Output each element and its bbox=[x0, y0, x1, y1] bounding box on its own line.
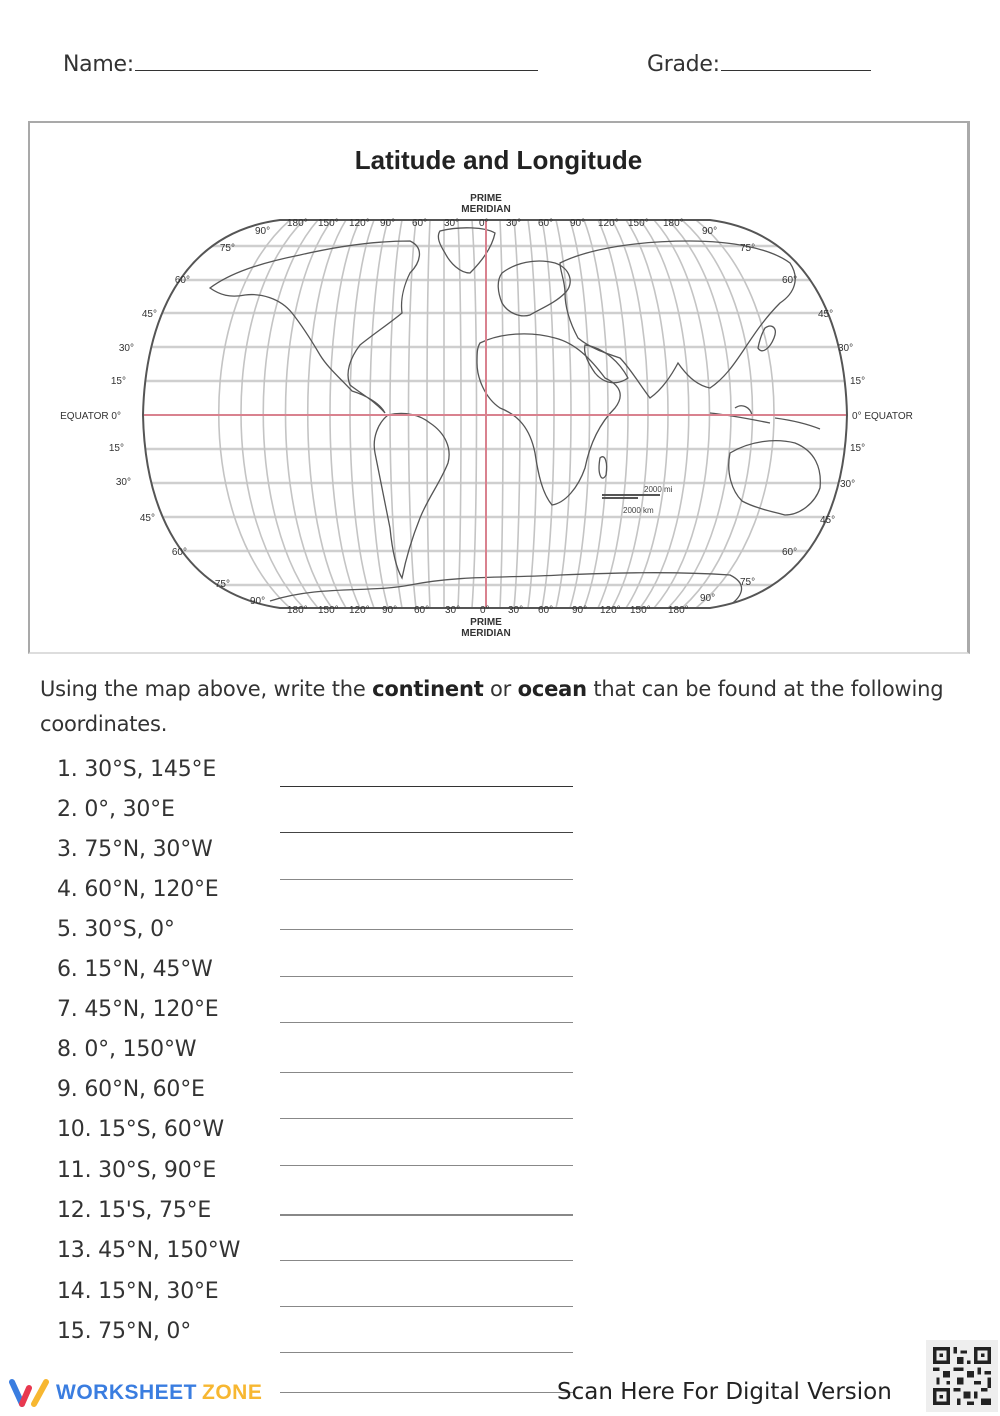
lon-top-0: 180° bbox=[287, 218, 308, 229]
name-blank-line[interactable] bbox=[135, 52, 538, 71]
question-label: 2. 0°, 30°E bbox=[57, 797, 175, 822]
lon-bottom-6: 0° bbox=[480, 605, 490, 616]
world-map-figure bbox=[28, 121, 970, 654]
question-item bbox=[57, 1319, 597, 1359]
answer-line[interactable] bbox=[280, 832, 573, 833]
pole-label-bottom-right: 90° bbox=[700, 593, 716, 604]
question-item bbox=[57, 997, 597, 1037]
lon-top-8: 60° bbox=[538, 218, 554, 229]
continent-outlines bbox=[210, 228, 845, 605]
answer-line[interactable] bbox=[280, 1022, 573, 1023]
name-field[interactable] bbox=[63, 52, 538, 77]
prime-meridian-bottom-2: MERIDIAN bbox=[461, 628, 511, 639]
lon-top-9: 90° bbox=[570, 218, 586, 229]
lat-right-75s: 75° bbox=[740, 577, 756, 588]
lat-left-15s: 15° bbox=[108, 443, 124, 454]
lon-bottom-9: 90° bbox=[572, 605, 588, 616]
scale-km: 2000 km bbox=[623, 506, 654, 515]
lon-top-5: 30° bbox=[444, 218, 460, 229]
pole-label-bottom-left: 90° bbox=[250, 596, 266, 607]
lat-left-75n: 75° bbox=[219, 243, 235, 254]
lat-right-15n: 15° bbox=[850, 376, 866, 387]
question-item bbox=[57, 837, 597, 877]
lon-top-12: 180° bbox=[663, 218, 684, 229]
answer-line[interactable] bbox=[280, 1306, 573, 1307]
lon-bottom-5: 30° bbox=[445, 605, 461, 616]
question-label: 10. 15°S, 60°W bbox=[57, 1117, 224, 1142]
prime-meridian-top-2: MERIDIAN bbox=[461, 204, 511, 215]
lon-bottom-12: 180° bbox=[668, 605, 689, 616]
question-item bbox=[57, 797, 597, 837]
world-map-graticule bbox=[30, 123, 970, 654]
answer-line[interactable] bbox=[280, 1072, 573, 1073]
lat-left-60n: 60° bbox=[174, 275, 190, 286]
grade-label: Grade: bbox=[647, 52, 720, 77]
lon-top-10: 120° bbox=[598, 218, 619, 229]
left-latitude-labels bbox=[60, 243, 235, 590]
qr-code-icon[interactable] bbox=[926, 1340, 998, 1412]
lat-right-75n: 75° bbox=[740, 243, 756, 254]
lon-bottom-8: 60° bbox=[538, 605, 554, 616]
brand-name-part1: WORKSHEET bbox=[56, 1381, 197, 1404]
lon-bottom-11: 150° bbox=[630, 605, 651, 616]
pole-label-top-right: 90° bbox=[702, 226, 718, 237]
brand-name-part2: ZONE bbox=[202, 1381, 263, 1404]
lat-left-45s: 45° bbox=[139, 513, 155, 524]
lat-left-75s: 75° bbox=[214, 579, 230, 590]
answer-line[interactable] bbox=[280, 976, 573, 977]
lon-top-3: 90° bbox=[380, 218, 396, 229]
lon-top-7: 30° bbox=[506, 218, 522, 229]
question-label: 8. 0°, 150°W bbox=[57, 1037, 197, 1062]
question-label: 9. 60°N, 60°E bbox=[57, 1077, 205, 1102]
question-label: 15. 75°N, 0° bbox=[57, 1319, 192, 1344]
lat-right-60n: 60° bbox=[782, 275, 798, 286]
question-label: 14. 15°N, 30°E bbox=[57, 1279, 219, 1304]
lat-right-45n: 45° bbox=[818, 309, 834, 320]
question-item bbox=[57, 877, 597, 917]
lat-left-60s: 60° bbox=[171, 547, 187, 558]
worksheet-header bbox=[0, 52, 1000, 86]
lat-left-equator: EQUATOR 0° bbox=[60, 411, 121, 422]
grade-field[interactable] bbox=[647, 52, 871, 77]
lon-bottom-1: 150° bbox=[318, 605, 339, 616]
pole-label-top-left: 90° bbox=[255, 226, 271, 237]
answer-line[interactable] bbox=[280, 1260, 573, 1261]
lon-bottom-10: 120° bbox=[600, 605, 621, 616]
answer-line[interactable] bbox=[280, 1352, 573, 1353]
instructions-text: Using the map above, write the continent or ocean that can be found at the following coordinates. bbox=[40, 677, 944, 736]
question-label: 4. 60°N, 120°E bbox=[57, 877, 219, 902]
keyword-continent: continent bbox=[372, 677, 484, 701]
question-item bbox=[57, 1158, 597, 1198]
lon-bottom-3: 90° bbox=[382, 605, 398, 616]
question-item bbox=[57, 957, 597, 997]
question-item bbox=[57, 1037, 597, 1077]
question-label: 6. 15°N, 45°W bbox=[57, 957, 213, 982]
lon-bottom-4: 60° bbox=[414, 605, 430, 616]
question-label: 11. 30°S, 90°E bbox=[57, 1158, 217, 1183]
lon-top-6: 0° bbox=[479, 218, 489, 229]
lon-top-11: 150° bbox=[628, 218, 649, 229]
prime-meridian-top-1: PRIME bbox=[470, 193, 502, 204]
prime-meridian-bottom-1: PRIME bbox=[470, 617, 502, 628]
question-item bbox=[57, 757, 597, 797]
question-label: 12. 15'S, 75°E bbox=[57, 1198, 212, 1223]
map-title: Latitude and Longitude bbox=[354, 145, 643, 175]
question-item bbox=[57, 1117, 597, 1157]
scale-miles: 2000 mi bbox=[644, 485, 673, 494]
question-label: 1. 30°S, 145°E bbox=[57, 757, 217, 782]
scan-prompt: Scan Here For Digital Version bbox=[557, 1379, 892, 1405]
lat-right-30n: 30° bbox=[838, 343, 854, 354]
lat-right-equator: 0° EQUATOR bbox=[852, 411, 913, 422]
name-label: Name: bbox=[63, 52, 134, 77]
lon-top-2: 120° bbox=[349, 218, 370, 229]
lon-bottom-2: 120° bbox=[349, 605, 370, 616]
answer-line[interactable] bbox=[280, 1392, 573, 1393]
question-item bbox=[57, 1279, 597, 1319]
question-label: 7. 45°N, 120°E bbox=[57, 997, 219, 1022]
lat-left-45n: 45° bbox=[141, 309, 157, 320]
lat-right-60s: 60° bbox=[782, 547, 798, 558]
lat-right-15s: 15° bbox=[850, 443, 866, 454]
question-label: 5. 30°S, 0° bbox=[57, 917, 175, 942]
lat-left-15n: 15° bbox=[110, 376, 126, 387]
question-label: 3. 75°N, 30°W bbox=[57, 837, 213, 862]
question-item bbox=[57, 917, 597, 957]
lat-left-30s: 30° bbox=[115, 477, 131, 488]
lat-left-30n: 30° bbox=[118, 343, 134, 354]
question-item bbox=[57, 1198, 597, 1238]
question-item bbox=[57, 1238, 597, 1278]
keyword-ocean: ocean bbox=[517, 677, 587, 701]
lat-right-45s: 45° bbox=[820, 515, 836, 526]
lat-right-30s: 30° bbox=[840, 479, 856, 490]
lon-top-4: 60° bbox=[412, 218, 428, 229]
answer-line[interactable] bbox=[280, 1214, 573, 1215]
worksheet-zone-logo-icon bbox=[8, 1378, 50, 1408]
question-item bbox=[57, 1077, 597, 1117]
worksheet-zone-logo[interactable] bbox=[8, 1377, 262, 1409]
lon-bottom-0: 180° bbox=[287, 605, 308, 616]
question-label: 13. 45°N, 150°W bbox=[57, 1238, 241, 1263]
lon-top-1: 150° bbox=[318, 218, 339, 229]
lon-bottom-7: 30° bbox=[508, 605, 524, 616]
answer-line[interactable] bbox=[280, 786, 573, 787]
grade-blank-line[interactable] bbox=[721, 52, 871, 71]
